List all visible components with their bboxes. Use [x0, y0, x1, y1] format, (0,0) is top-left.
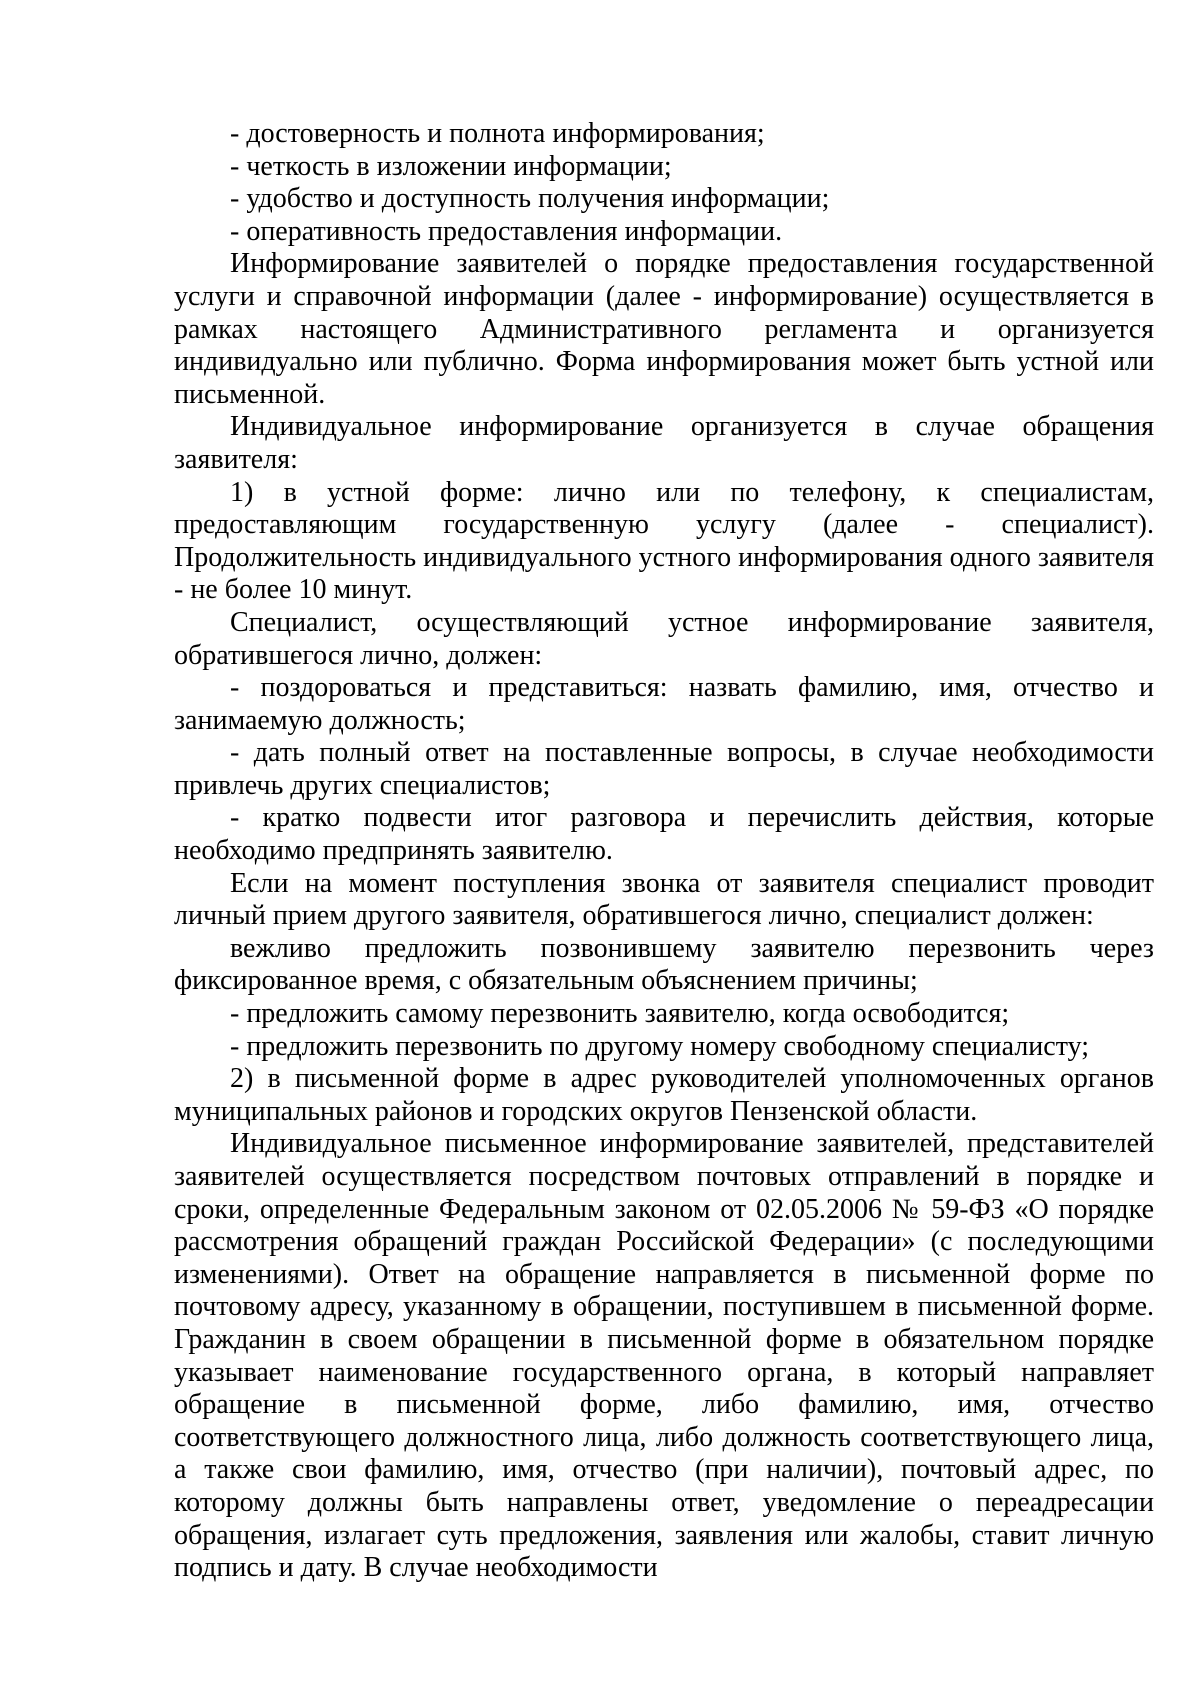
list-item-call-back-self: - предложить самому перезвонить заявителю, когда освободится;	[230, 998, 1010, 1030]
list-item-reliability: - достоверность и полнота информирования;	[230, 118, 765, 149]
list-item-greet: - поздороваться и представиться: назвать фамилию, имя, отчество и занимаемую должность;	[174, 672, 1154, 736]
document-page	[174, 118, 1154, 1585]
paragraph-oral-form: 1) в устной форме: лично или по телефону, к специалистам, предоставляющим государственную услугу (далее - специалист). Продолжительность индивидуального устного информирования одного заявителя - не более 10 минут.	[174, 476, 1154, 606]
list-item-full-answer: - дать полный ответ на поставленные вопросы, в случае необходимости привлечь других специалистов;	[174, 737, 1154, 801]
paragraph-call-during-reception: Если на момент поступления звонка от заявителя специалист проводит личный прием другого заявителя, обратившегося лично, специалист должен:	[174, 867, 1154, 932]
paragraph-written-informing: Индивидуальное письменное информирование заявителей, представителей заявителей осуществляется посредством почтовых отправлений в порядке и сроки, определенные Федеральным законом от 02.05.2006 № 59-ФЗ «О порядке рассмотрения обращений граждан Российской Федерации» (с последующими изменениями). Ответ на обращение направляется в письменной форме по почтовому адресу, указанному в обращении, поступившем в письменной форме. Гражданин в своем обращении в письменной форме в обязательном порядке указывает наименование государственного органа, в который направляет обращение в письменной форме, либо фамилию, имя, отчество соответствующего должностного лица, либо должность соответствующего лица, а также свои фамилию, имя, отчество (при наличии), почтовый адрес, по которому должны быть направлены ответ, уведомление о переадресации обращения, излагает суть предложения, заявления или жалобы, ставит личную подпись и дату. В случае необходимости	[174, 1128, 1154, 1584]
paragraph-specialist-duties: Специалист, осуществляющий устное информирование заявителя, обратившегося лично, должен:	[174, 606, 1154, 671]
paragraph-written-form: 2) в письменной форме в адрес руководителей уполномоченных органов муниципальных районов и городских округов Пензенской области.	[174, 1063, 1154, 1127]
list-item-convenience: - удобство и доступность получения информации;	[230, 183, 830, 215]
list-item-summarize: - кратко подвести итог разговора и перечислить действия, которые необходимо предпринять заявителю.	[174, 802, 1154, 867]
list-item-promptness: - оперативность предоставления информации.	[230, 215, 783, 247]
list-item-other-number: - предложить перезвонить по другому номеру свободному специалисту;	[230, 1030, 1089, 1062]
list-item-clarity: - четкость в изложении информации;	[230, 150, 672, 182]
paragraph-individual-informing: Индивидуальное информирование организуется в случае обращения заявителя:	[174, 411, 1154, 475]
paragraph-informing: Информирование заявителей о порядке предоставления государственной услуги и справочной информации (далее - информирование) осуществляется в рамках настоящего Административного регламента и организуется индивидуально или публично. Форма информирования может быть устной или письменной.	[174, 248, 1154, 410]
list-item-call-back-later: вежливо предложить позвонившему заявителю перезвонить через фиксированное время, с обязательным объяснением причины;	[174, 932, 1154, 997]
